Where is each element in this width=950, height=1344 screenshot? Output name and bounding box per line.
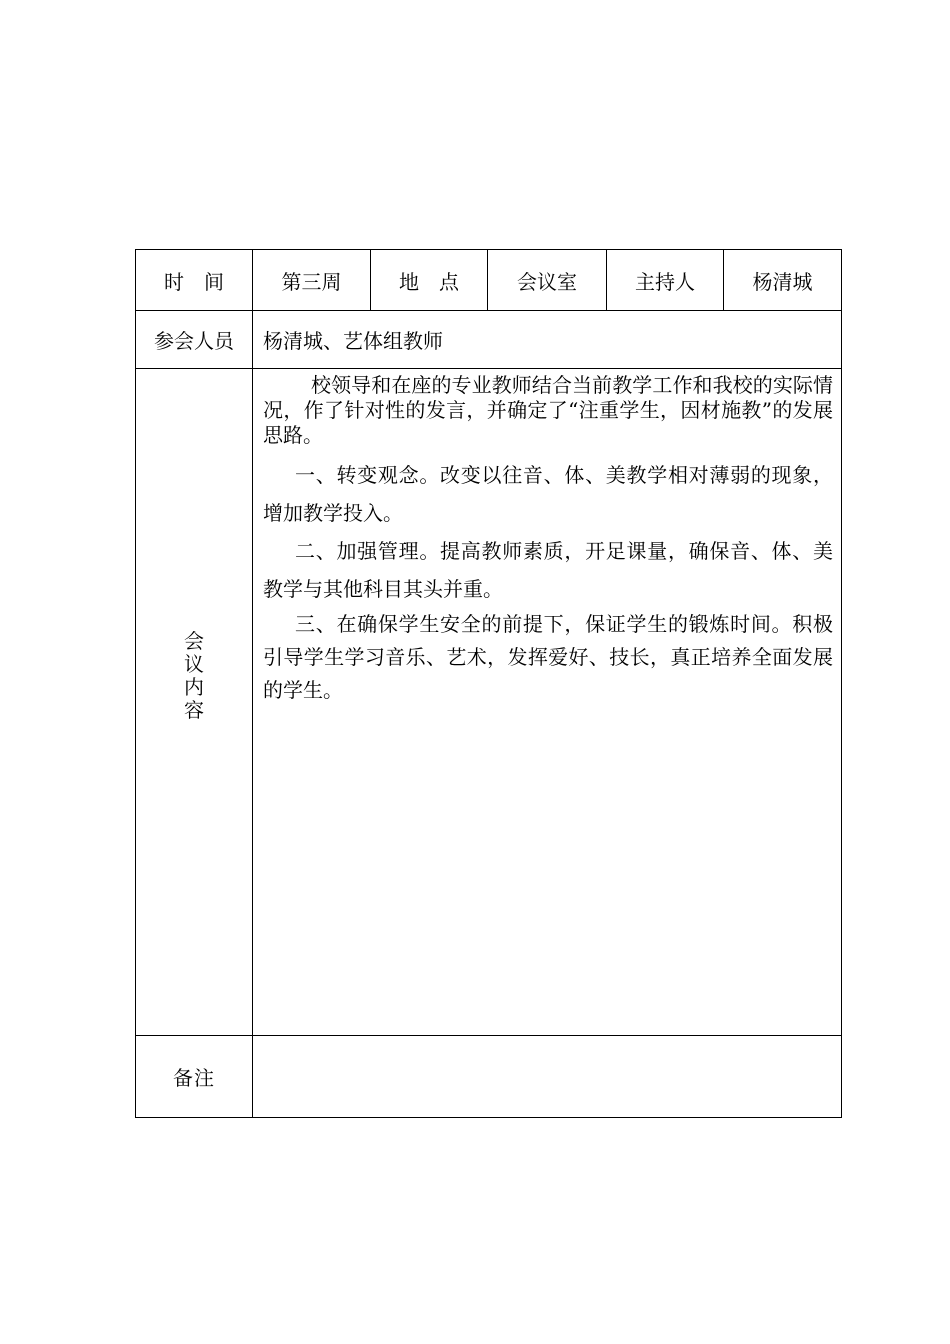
remark-label: 备注 <box>136 1036 253 1118</box>
remark-value <box>253 1036 842 1118</box>
content-row <box>136 369 842 1036</box>
attendees-value: 杨清城、艺体组教师 <box>253 311 842 369</box>
content-body <box>253 369 842 1036</box>
header-row <box>136 250 842 311</box>
content-item-2: 二、加强管理。提高教师素质，开足课量，确保音、体、美教学与其他科目其头并重。 <box>263 539 833 601</box>
content-item-1: 一、转变观念。改变以往音、体、美教学相对薄弱的现象，增加教学投入。 <box>263 463 833 525</box>
time-value: 第三周 <box>253 250 371 311</box>
content-item-3: 三、在确保学生安全的前提下，保证学生的锻炼时间。积极引导学生学习音乐、艺术，发挥爱好、技长，真正培养全面发展的学生。 <box>263 612 833 702</box>
attendees-row <box>136 311 842 369</box>
host-label: 主持人 <box>607 250 724 311</box>
content-label-cell <box>136 369 253 1036</box>
place-label: 地 点 <box>371 250 488 311</box>
attendees-label: 参会人员 <box>136 311 253 369</box>
place-value: 会议室 <box>488 250 607 311</box>
meeting-record-table <box>135 249 842 1118</box>
remark-row <box>136 1036 842 1118</box>
time-label: 时 间 <box>136 250 253 311</box>
content-intro: 校领导和在座的专业教师结合当前教学工作和我校的实际情况，作了针对性的发言，并确定了“注重学生，因材施教”的发展思路。 <box>263 373 833 447</box>
host-value: 杨清城 <box>724 250 842 311</box>
content-label: 会议内容 <box>184 629 204 722</box>
